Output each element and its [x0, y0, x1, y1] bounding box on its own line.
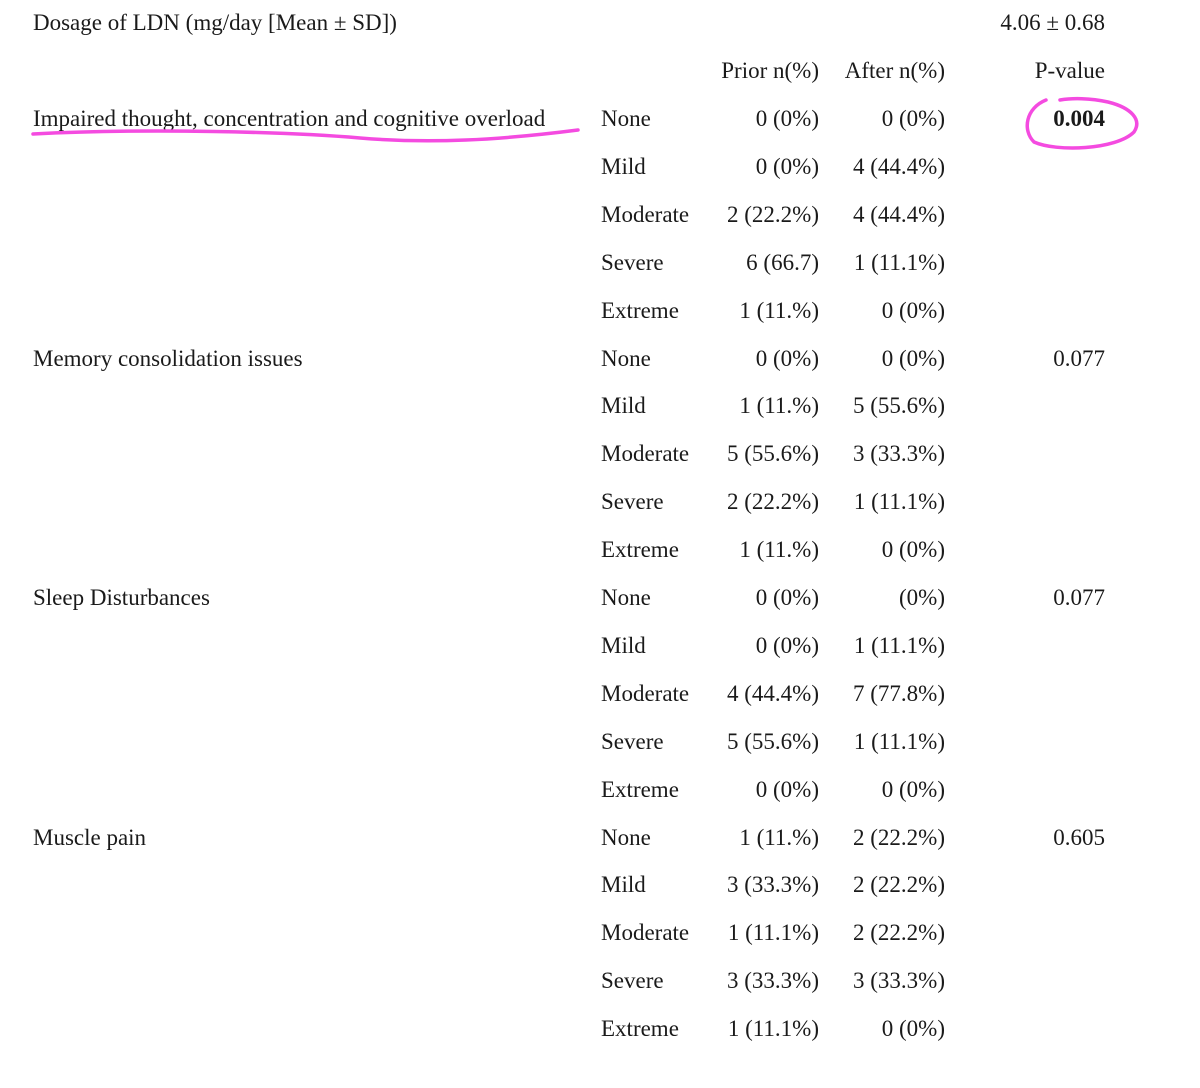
after-value: 5 (55.6%) [853, 393, 945, 419]
severity-label: Moderate [601, 920, 690, 946]
after-value: 3 (33.3%) [853, 968, 945, 994]
severity-label: Severe [601, 728, 664, 754]
dosage-label: Dosage of LDN (mg/day [Mean ± SD]) [33, 10, 397, 35]
table-row [0, 815, 1200, 863]
p-value: 0.077 [1053, 345, 1105, 371]
after-value: 2 (22.2%) [853, 920, 945, 946]
table-row [0, 96, 1200, 144]
header-p-value: P-value [1034, 58, 1105, 83]
after-value: 1 (11.1%) [853, 728, 945, 754]
severity-label: Extreme [601, 1016, 679, 1042]
table-row [0, 144, 1200, 192]
prior-value: 1 (11.%) [739, 824, 819, 850]
prior-value: 1 (11.%) [739, 393, 819, 419]
after-value: 7 (77.8%) [853, 680, 945, 706]
after-value: 4 (44.4%) [853, 201, 945, 227]
severity-label: Mild [601, 393, 646, 419]
severity-label: Moderate [601, 441, 690, 467]
severity-label: None [601, 345, 651, 371]
severity-label: Mild [601, 153, 646, 179]
after-value: 2 (22.2%) [853, 872, 945, 898]
severity-label: Severe [601, 249, 664, 275]
prior-value: 5 (55.6%) [727, 441, 819, 467]
severity-label: Extreme [601, 297, 679, 323]
severity-label: Extreme [601, 537, 679, 563]
severity-label: Extreme [601, 776, 679, 802]
prior-value: 3 (33.3%) [727, 968, 819, 994]
table-row [0, 719, 1200, 767]
symptom-label: Memory consolidation issues [33, 345, 303, 371]
after-value: 4 (44.4%) [853, 153, 945, 179]
severity-label: Mild [601, 632, 646, 658]
symptom-label: Sleep Disturbances [33, 585, 210, 610]
table-row [0, 958, 1200, 1006]
table-row [0, 910, 1200, 958]
table-row [0, 383, 1200, 431]
severity-label: Mild [601, 872, 646, 898]
prior-value: 1 (11.%) [739, 537, 819, 563]
table-row [0, 1006, 1200, 1054]
prior-value: 0 (0%) [755, 345, 819, 371]
p-value: 0.605 [1053, 824, 1105, 850]
prior-value: 0 (0%) [755, 632, 819, 658]
severity-label: None [601, 106, 651, 131]
table-row [0, 288, 1200, 336]
severity-label: Moderate [601, 680, 690, 706]
p-value: 0.077 [1053, 585, 1105, 610]
prior-value: 0 (0%) [755, 153, 819, 179]
table-row [0, 671, 1200, 719]
after-value: 0 (0%) [881, 537, 945, 563]
prior-value: 2 (22.2%) [727, 489, 819, 515]
dosage-value: 4.06 ± 0.68 [1000, 10, 1105, 35]
after-value: 1 (11.1%) [853, 489, 945, 515]
prior-value: 1 (11.1%) [727, 1016, 819, 1042]
symptom-label: Muscle pain [33, 824, 147, 850]
after-value: 1 (11.1%) [853, 249, 945, 275]
after-value: 3 (33.3%) [853, 441, 945, 467]
symptom-label: Impaired thought, concentration and cognitive overload [33, 106, 546, 131]
prior-value: 3 (33.3%) [727, 872, 819, 898]
header-prior: Prior n(%) [721, 58, 819, 83]
dosage-row [0, 0, 1200, 48]
table-row [0, 431, 1200, 479]
after-value: 2 (22.2%) [853, 824, 945, 850]
after-value: 0 (0%) [881, 776, 945, 802]
prior-value: 0 (0%) [755, 776, 819, 802]
p-value: 0.004 [1053, 106, 1105, 131]
after-value: 0 (0%) [881, 106, 945, 131]
prior-value: 2 (22.2%) [727, 201, 819, 227]
table-row [0, 240, 1200, 288]
severity-label: None [601, 824, 651, 850]
after-value: (0%) [899, 585, 945, 610]
table-row [0, 767, 1200, 815]
table-row [0, 527, 1200, 575]
table-row [0, 192, 1200, 240]
after-value: 1 (11.1%) [853, 632, 945, 658]
prior-value: 1 (11.1%) [727, 920, 819, 946]
severity-label: Severe [601, 489, 664, 515]
prior-value: 0 (0%) [755, 585, 819, 610]
severity-label: None [601, 585, 651, 610]
after-value: 0 (0%) [881, 297, 945, 323]
table-row [0, 575, 1200, 623]
after-value: 0 (0%) [881, 1016, 945, 1042]
table-header [0, 48, 1200, 96]
table-row [0, 336, 1200, 384]
after-value: 0 (0%) [881, 345, 945, 371]
table-row [0, 862, 1200, 910]
prior-value: 0 (0%) [755, 106, 819, 131]
prior-value: 4 (44.4%) [727, 680, 819, 706]
header-after: After n(%) [844, 58, 945, 83]
prior-value: 5 (55.6%) [727, 728, 819, 754]
severity-label: Moderate [601, 201, 690, 227]
table-row [0, 623, 1200, 671]
prior-value: 1 (11.%) [739, 297, 819, 323]
severity-label: Severe [601, 968, 664, 994]
table-row [0, 479, 1200, 527]
prior-value: 6 (66.7) [746, 249, 819, 275]
